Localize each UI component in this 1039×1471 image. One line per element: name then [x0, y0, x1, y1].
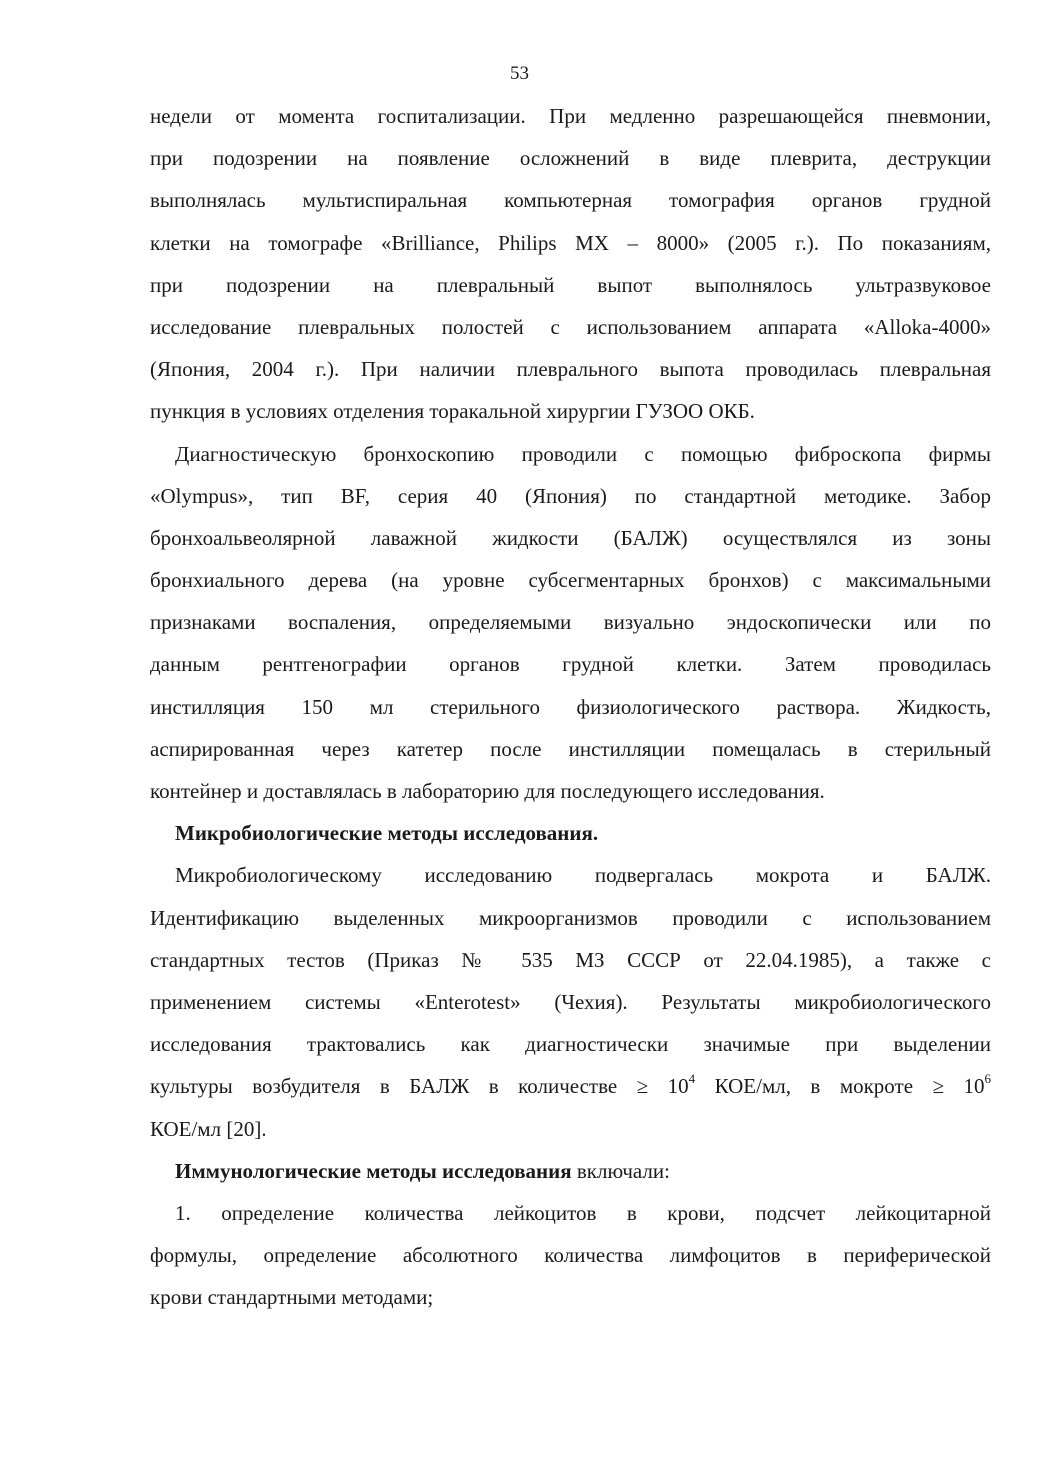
- text-line: данным рентгенографии органов грудной клетки. Затем проводилась: [150, 652, 991, 677]
- heading-rest-text: включали:: [571, 1158, 670, 1183]
- paragraph-imaging: [150, 95, 991, 433]
- text-line: аспирированная через катетер после инстилляции помещалась в стерильный: [150, 736, 991, 761]
- text-line: выполнялась мультиспиральная компьютерная томография органов грудной: [150, 188, 991, 213]
- section-heading: Микробиологические методы исследования.: [175, 821, 599, 846]
- formula-text: КОЕ/мл, в мокроте ≥ 10: [695, 1074, 985, 1099]
- text-line: «Olympus», тип BF, серия 40 (Япония) по стандартной методике. Забор: [150, 483, 991, 508]
- text-line: бронхоальвеолярной лаважной жидкости (БАЛЖ) осуществлялся из зоны: [150, 525, 991, 550]
- text-line: недели от момента госпитализации. При медленно разрешающейся пневмонии,: [150, 104, 991, 128]
- list-item: [150, 1192, 991, 1319]
- text-line: применением системы «Enterotest» (Чехия). Результаты микробиологического: [150, 989, 991, 1014]
- text-line: клетки на томографе «Brilliance, Philips MX – 8000» (2005 г.). По показаниям,: [150, 230, 991, 255]
- text-line: стандартных тестов (Приказ № 535 МЗ СССР от 22.04.1985), а также с: [150, 947, 991, 972]
- text-line: исследование плевральных полостей с использованием аппарата «Alloka-4000»: [150, 314, 991, 339]
- text-line: при подозрении на плевральный выпот выполнялось ультразвуковое: [150, 272, 991, 297]
- page-number: 53: [510, 63, 529, 84]
- text-line: Диагностическую бронхоскопию проводили с помощью фиброскопа фирмы: [175, 441, 991, 466]
- text-line: Микробиологическому исследованию подвергалась мокрота и БАЛЖ.: [175, 863, 991, 888]
- text-line: при подозрении на появление осложнений в виде плеврита, деструкции: [150, 146, 991, 171]
- text-line: 1. определение количества лейкоцитов в крови, подсчет лейкоцитарной: [175, 1200, 991, 1225]
- section-heading-microbiology: [150, 812, 991, 854]
- body-text: [150, 95, 991, 1318]
- section-heading-immunology: [150, 1150, 991, 1192]
- exponent: 6: [984, 1071, 991, 1087]
- text-line: бронхиального дерева (на уровне субсегментарных бронхов) с максимальными: [150, 568, 991, 593]
- text-line: инстилляция 150 мл стерильного физиологического раствора. Жидкость,: [150, 694, 991, 719]
- text-line: формулы, определение абсолютного количества лимфоцитов в периферической: [150, 1243, 991, 1268]
- text-line: Идентификацию выделенных микроорганизмов проводили с использованием: [150, 905, 991, 930]
- text-line: КОЕ/мл [20].: [150, 1116, 267, 1141]
- heading-bold-text: Иммунологические методы исследования: [175, 1158, 572, 1183]
- text-line: исследования трактовались как диагностически значимые при выделении: [150, 1032, 991, 1057]
- exponent: 4: [688, 1071, 696, 1087]
- text-line: признаками воспаления, определяемыми визуально эндоскопически или по: [150, 610, 991, 635]
- text-line: крови стандартными методами;: [150, 1285, 434, 1310]
- text-line: контейнер и доставлялась в лабораторию для последующего исследования.: [150, 779, 825, 803]
- text-line: (Япония, 2004 г.). При наличии плеврального выпота проводилась плевральная: [150, 357, 991, 382]
- formula-text: культуры возбудителя в БАЛЖ в количестве ≥ 10: [150, 1074, 689, 1099]
- text-line: пункция в условиях отделения торакальной хирургии ГУЗОО ОКБ.: [150, 399, 755, 424]
- formula-line: [150, 1065, 991, 1107]
- paragraph-microbiology: [150, 854, 991, 1149]
- section-heading: [150, 1150, 991, 1192]
- paragraph-bronchoscopy: [150, 433, 991, 813]
